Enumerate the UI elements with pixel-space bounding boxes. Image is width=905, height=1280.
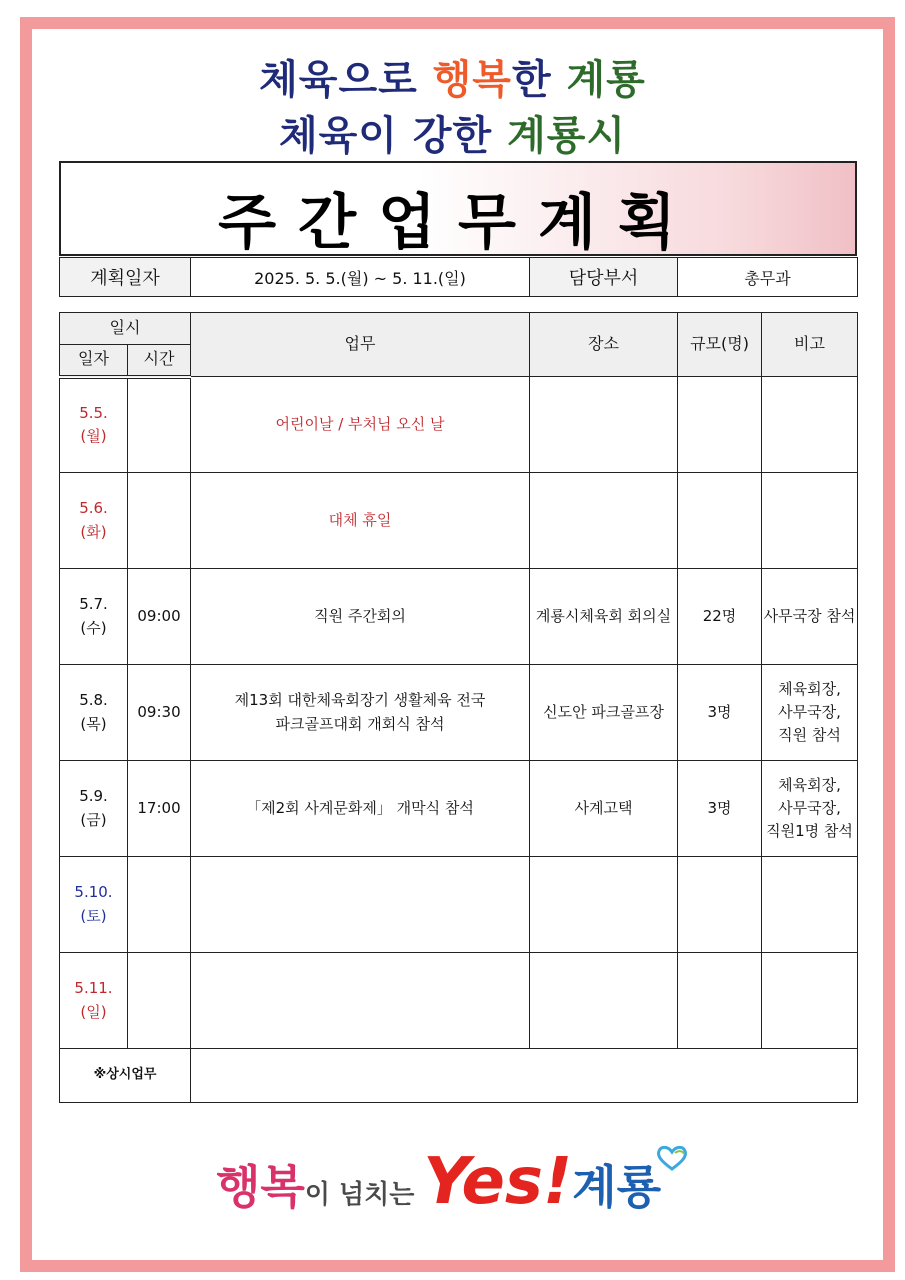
row-date: 5.7. (수) bbox=[60, 569, 128, 665]
table-row bbox=[60, 953, 858, 1049]
row-task: 제13회 대한체육회장기 생활체육 전국 파크골프대회 개회식 참석 bbox=[191, 665, 530, 761]
document-title-box bbox=[59, 161, 857, 256]
table-row bbox=[60, 1049, 858, 1103]
row-scale: 3명 bbox=[678, 665, 762, 761]
row-scale bbox=[678, 473, 762, 569]
row-note bbox=[762, 473, 858, 569]
row-task bbox=[191, 953, 530, 1049]
meta-table bbox=[59, 257, 858, 297]
row-task: 대체 휴일 bbox=[191, 473, 530, 569]
footer-text: Yes! bbox=[423, 1145, 573, 1219]
table-row bbox=[60, 473, 858, 569]
row-scale bbox=[678, 377, 762, 473]
row-time bbox=[128, 953, 191, 1049]
row-place: 신도안 파크골프장 bbox=[530, 665, 678, 761]
row-time: 17:00 bbox=[128, 761, 191, 857]
header-time: 시간 bbox=[128, 345, 191, 377]
row-date: 5.5. (월) bbox=[60, 377, 128, 473]
row-task: 「제2회 사계문화제」 개막식 참석 bbox=[191, 761, 530, 857]
slogan-line-2 bbox=[0, 104, 905, 161]
table-row bbox=[60, 377, 858, 473]
row-place bbox=[530, 473, 678, 569]
row-place bbox=[530, 857, 678, 953]
row-time bbox=[128, 473, 191, 569]
regular-task-value bbox=[191, 1049, 858, 1103]
row-note: 사무국장 참석 bbox=[762, 569, 858, 665]
row-time bbox=[128, 857, 191, 953]
plan-date-label: 계획일자 bbox=[60, 258, 191, 297]
row-time bbox=[128, 377, 191, 473]
slogan-text: 한 bbox=[511, 57, 567, 103]
row-date: 5.10. (토) bbox=[60, 857, 128, 953]
table-row bbox=[60, 857, 858, 953]
slogan-text: 행복 bbox=[432, 57, 512, 103]
row-scale: 22명 bbox=[678, 569, 762, 665]
row-task: 어린이날 / 부처님 오신 날 bbox=[191, 377, 530, 473]
header-note: 비고 bbox=[762, 313, 858, 377]
plan-date-value: 2025. 5. 5.(월) ~ 5. 11.(일) bbox=[191, 258, 530, 297]
footer-text: 행복 bbox=[215, 1160, 305, 1214]
document-title: 주간업무계획 bbox=[218, 188, 698, 258]
footer-text: 이 넘치는 bbox=[304, 1180, 424, 1210]
table-row bbox=[60, 569, 858, 665]
header-scale: 규모(명) bbox=[678, 313, 762, 377]
slogan-text: 계룡 bbox=[566, 57, 646, 103]
row-date: 5.11. (일) bbox=[60, 953, 128, 1049]
slogan-text: 계룡시 bbox=[507, 113, 626, 159]
row-note bbox=[762, 377, 858, 473]
dept-label: 담당부서 bbox=[530, 258, 678, 297]
header-date: 일자 bbox=[60, 345, 128, 377]
footer-slogan bbox=[0, 1145, 905, 1219]
row-date: 5.6. (화) bbox=[60, 473, 128, 569]
header-place: 장소 bbox=[530, 313, 678, 377]
slogan-text: 체육이 강한 bbox=[279, 113, 508, 159]
regular-task-label: ※상시업무 bbox=[60, 1049, 191, 1103]
table-row bbox=[60, 761, 858, 857]
row-place bbox=[530, 953, 678, 1049]
slogan-text: 체육으로 bbox=[259, 57, 433, 103]
row-scale: 3명 bbox=[678, 761, 762, 857]
header-task: 업무 bbox=[191, 313, 530, 377]
row-scale bbox=[678, 857, 762, 953]
row-note bbox=[762, 953, 858, 1049]
footer-text: 계룡 bbox=[572, 1160, 662, 1214]
slogan-line-1 bbox=[0, 48, 905, 105]
row-place: 사계고택 bbox=[530, 761, 678, 857]
row-note: 체육회장, 사무국장, 직원 참석 bbox=[762, 665, 858, 761]
table-row bbox=[60, 665, 858, 761]
row-date: 5.9. (금) bbox=[60, 761, 128, 857]
heart-icon bbox=[655, 1145, 689, 1171]
row-note: 체육회장, 사무국장, 직원1명 참석 bbox=[762, 761, 858, 857]
row-place bbox=[530, 377, 678, 473]
row-note bbox=[762, 857, 858, 953]
row-time: 09:00 bbox=[128, 569, 191, 665]
row-scale bbox=[678, 953, 762, 1049]
row-task bbox=[191, 857, 530, 953]
schedule-table bbox=[59, 312, 858, 1103]
row-task: 직원 주간회의 bbox=[191, 569, 530, 665]
row-time: 09:30 bbox=[128, 665, 191, 761]
row-place: 계룡시체육회 회의실 bbox=[530, 569, 678, 665]
row-date: 5.8. (목) bbox=[60, 665, 128, 761]
header-datetime: 일시 bbox=[60, 313, 191, 345]
dept-value: 총무과 bbox=[678, 258, 858, 297]
